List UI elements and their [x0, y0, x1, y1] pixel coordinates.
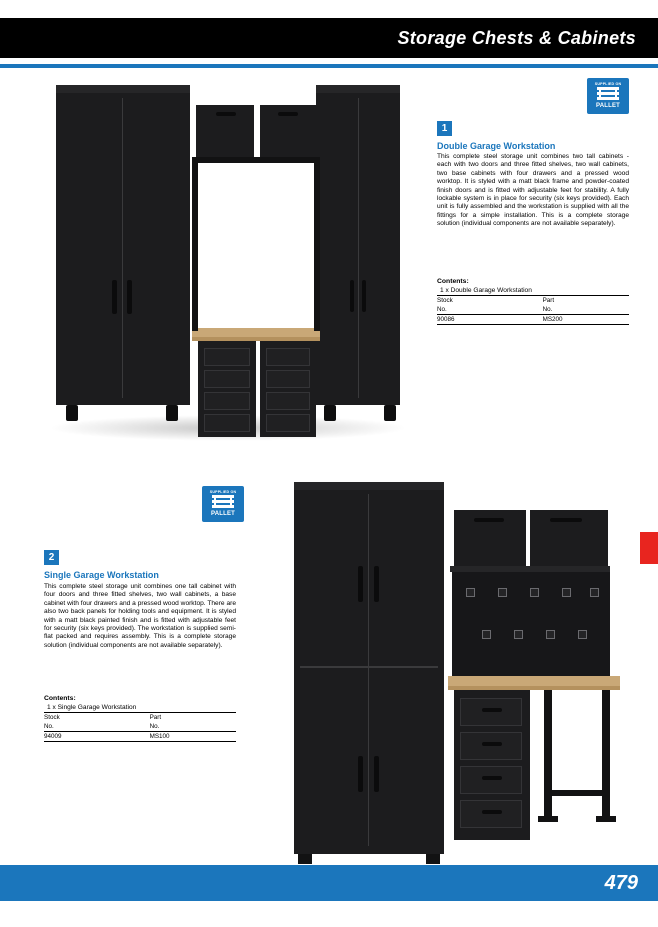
spec-part-no-2: MS100: [150, 732, 236, 742]
table-row: [44, 732, 236, 742]
item-title-2: Single Garage Workstation: [44, 570, 159, 580]
table-row: [437, 315, 629, 325]
item-contents-line-2: 1 x Single Garage Workstation: [47, 704, 137, 711]
spec-table-2: [44, 712, 236, 742]
spec-part-no-1: MS200: [543, 315, 629, 325]
spec-subheader-stock-2: No.: [44, 722, 150, 732]
spec-stock-no-1: 90086: [437, 315, 543, 325]
item-contents-line-1: 1 x Double Garage Workstation: [440, 287, 532, 294]
spec-header-stock-2: Stock: [44, 713, 150, 723]
item-contents-label-1: Contents:: [437, 278, 469, 285]
spec-stock-no-2: 94009: [44, 732, 150, 742]
footer-bar: [0, 865, 658, 901]
spec-header-part-1: Part: [543, 296, 629, 306]
pallet-icon: [595, 87, 621, 101]
pallet-badge-top-text: SUPPLIED ON: [594, 82, 622, 86]
item-title-1: Double Garage Workstation: [437, 141, 556, 151]
spec-subheader-stock-1: No.: [437, 305, 543, 315]
item-description-1: This complete steel storage unit combines two tall cabinets - each with two doors and three fitted shelves, two wall cabinets, two base cabinets with four drawers and a pressed wood worktop. It is styled with a matt black frame and powder-coated finish doors and is fitted with adjustable feet for stability. A fully lockable system is in place for security (six keys provided). Each unit is fully assembled and the workstation is supplied with all the fittings for a simple installation. This is a complete storage solution (individual components are not available separately).: [437, 153, 629, 228]
spec-subheader-part-2: No.: [150, 722, 236, 732]
spec-header-stock-1: Stock: [437, 296, 543, 306]
pallet-badge-label: PALLET: [210, 511, 236, 518]
pallet-badge-top-text: SUPPLIED ON: [209, 490, 237, 494]
double-garage-workstation-photo: [48, 80, 408, 435]
item-number-2: 2: [44, 550, 59, 565]
spec-subheader-part-1: No.: [543, 305, 629, 315]
header-accent-rule: [0, 64, 658, 68]
item-contents-label-2: Contents:: [44, 695, 76, 702]
single-garage-workstation-photo: [258, 470, 626, 865]
item-description-2: This complete steel storage unit combines one tall cabinet with four doors and three fitted shelves, two wall cabinets, a base cabinet with four drawers and a pressed wood worktop. There are also two back panels for holding tools and equipment. It is styled with a matt black painted finish and is fitted with adjustable feet for security (six keys provided). The workstation is supplied semi-flat packed and requires assembly. This is a complete storage solution (individual components are not available separately).: [44, 583, 236, 649]
pallet-badge-label: PALLET: [595, 103, 621, 110]
pallet-icon: [210, 495, 236, 509]
item-number-1: 1: [437, 121, 452, 136]
pallet-badge-1: [587, 78, 629, 114]
pallet-badge-2: [202, 486, 244, 522]
page-title: Storage Chests & Cabinets: [397, 28, 636, 48]
page-edge-tab: [640, 532, 658, 564]
spec-table-1: [437, 295, 629, 325]
spec-header-part-2: Part: [150, 713, 236, 723]
page-number: 479: [604, 872, 638, 894]
